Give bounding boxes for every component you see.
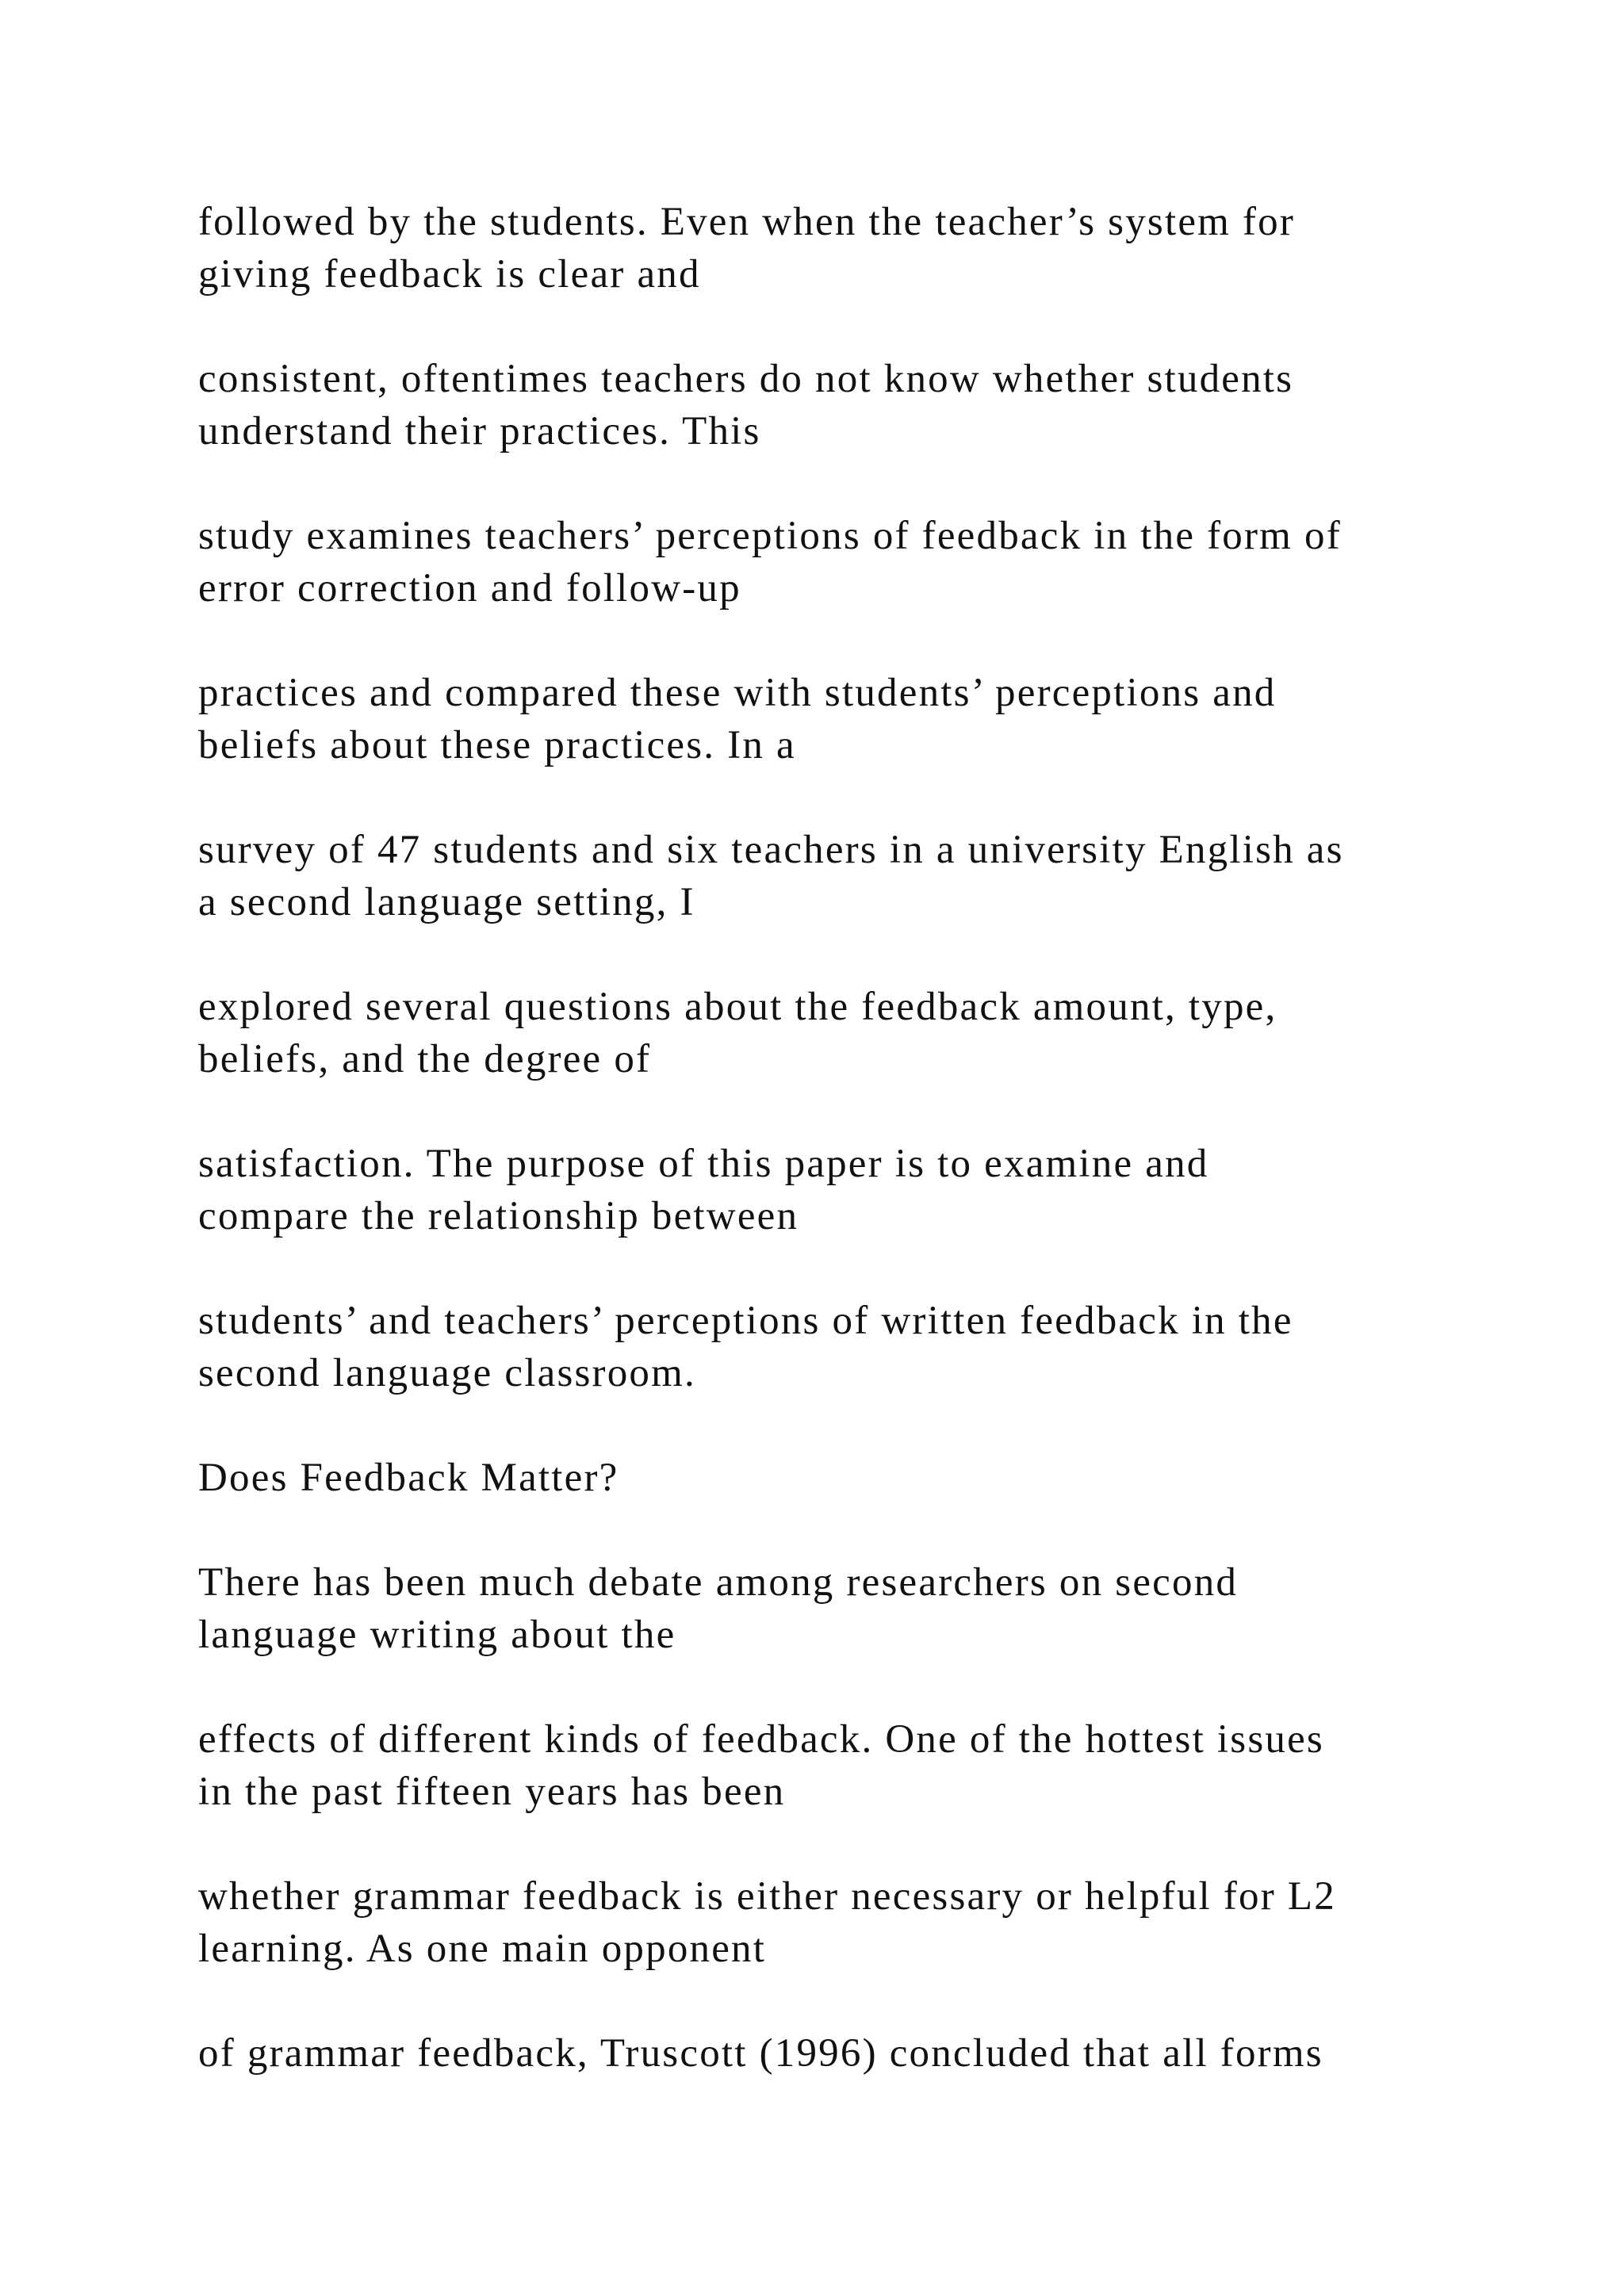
paragraph [198,196,1546,300]
paragraph [198,353,1546,457]
paragraph [198,510,1546,614]
text-line: study examines teachers’ perceptions of feedback in the form of [198,514,1342,558]
paragraph [198,824,1546,928]
text-line: survey of 47 students and six teachers in a university English as [198,828,1344,872]
paragraph [198,1870,1546,1975]
text-line: compare the relationship between [198,1194,799,1238]
text-line: in the past fifteen years has been [198,1770,786,1814]
paragraph [198,1138,1546,1242]
paragraph [198,667,1546,771]
text-line: of grammar feedback, Truscott (1996) concluded that all forms [198,2031,1323,2076]
text-line: satisfaction. The purpose of this paper is to examine and [198,1142,1209,1186]
text-line: giving feedback is clear and [198,252,701,297]
paragraph [198,1295,1546,1399]
section-heading [198,1452,1546,1504]
text-line: beliefs about these practices. In a [198,723,796,767]
text-line: followed by the students. Even when the teacher’s system for [198,200,1296,244]
text-line: learning. As one main opponent [198,1927,767,1971]
text-line: consistent, oftentimes teachers do not know whether students [198,357,1294,401]
text-line: practices and compared these with students’ perceptions and [198,671,1277,715]
text-line: whether grammar feedback is either necessary or helpful for L2 [198,1874,1336,1919]
text-line: second language classroom. [198,1351,696,1395]
text-line: a second language setting, I [198,880,695,924]
text-line: understand their practices. This [198,409,761,453]
text-line: language writing about the [198,1613,676,1657]
text-line: explored several questions about the feedback amount, type, [198,985,1277,1029]
text-line: beliefs, and the degree of [198,1037,652,1081]
text-line: error correction and follow-up [198,566,741,610]
paragraph [198,1713,1546,1818]
paragraph [198,2027,1546,2080]
text-line: effects of different kinds of feedback. One of the hottest issues [198,1717,1324,1762]
text-line: students’ and teachers’ perceptions of written feedback in the [198,1299,1293,1343]
paragraph [198,981,1546,1085]
paragraph [198,1556,1546,1661]
heading-text: Does Feedback Matter? [198,1456,619,1500]
document-body [198,196,1546,2132]
text-line: There has been much debate among researchers on second [198,1560,1239,1605]
